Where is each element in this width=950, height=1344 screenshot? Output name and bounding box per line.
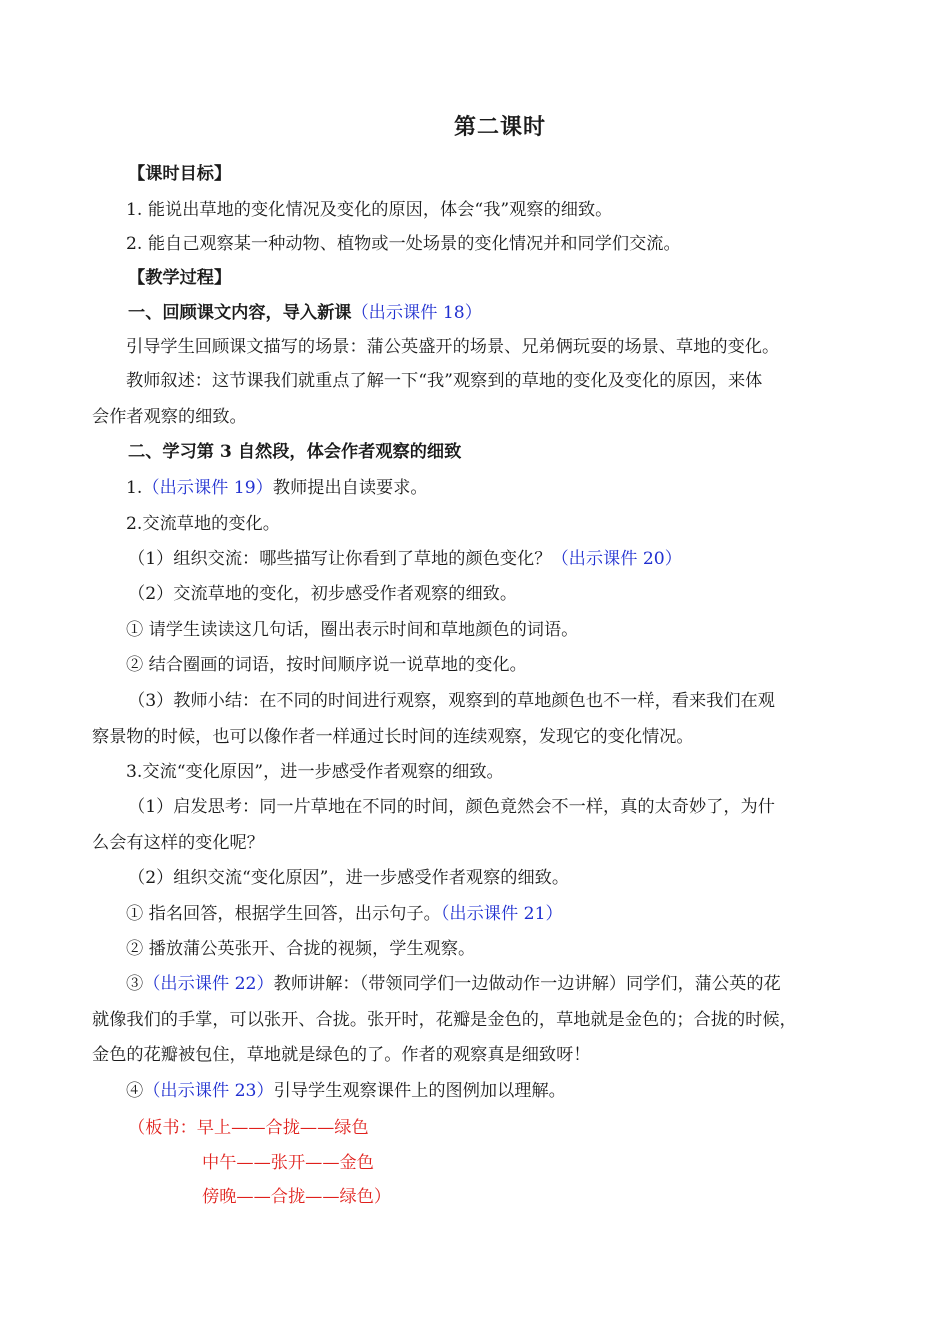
- circled-item: ② 结合圈画的词语，按时间顺序说一说草地的变化。: [126, 655, 527, 675]
- courseware-reference: （出示课件 18）: [351, 303, 482, 323]
- circled-item: [126, 967, 906, 1001]
- paragraph-continued: 察景物的时候，也可以像作者一样通过长时间的连续观察，发现它的变化情况。: [92, 727, 694, 747]
- courseware-reference: （出示课件 21）: [440, 904, 563, 924]
- section-heading-goals: 【课时目标】: [128, 164, 232, 184]
- circled-item: ① 请学生读读这几句话，圈出表示时间和草地颜色的词语。: [126, 620, 579, 640]
- courseware-reference: （出示课件 22）: [143, 974, 274, 994]
- courseware-reference: （出示课件 19）: [142, 478, 273, 498]
- page-title: 第二课时: [453, 114, 546, 140]
- sub-step-item: （1）启发思考：同一片草地在不同的时间，颜色竟然会不一样，真的太奇妙了，为什: [128, 797, 775, 817]
- circled-number: ④: [126, 1081, 144, 1101]
- board-writing-line: （板书：早上——合拢——绿色: [128, 1118, 369, 1138]
- circled-item-text: 教师讲解：（带领同学们一边做动作一边讲解）同学们，蒲公英的花: [273, 974, 781, 994]
- step-item: [126, 471, 906, 505]
- sub-step-item: （2）交流草地的变化，初步感受作者观察的细致。: [128, 584, 518, 604]
- board-writing-line: 中午——张开——金色: [202, 1153, 374, 1173]
- sub-step-item: （3）教师小结：在不同的时间进行观察，观察到的草地颜色也不一样，看来我们在观: [128, 691, 775, 711]
- paragraph: 教师叙述：这节课我们就重点了解一下“我”观察到的草地的变化及变化的原因，来体: [126, 371, 763, 391]
- circled-item-text: 引导学生观察课件上的图例加以理解。: [273, 1081, 566, 1101]
- circled-item: [126, 1074, 906, 1108]
- step-number: 1.: [126, 478, 143, 498]
- circled-item-text: ① 指名回答，根据学生回答，出示句子。: [126, 904, 441, 924]
- section-heading-process: 【教学过程】: [128, 268, 232, 288]
- circled-number: ③: [126, 974, 144, 994]
- part-heading: 二、学习第 3 自然段，体会作者观察的细致: [128, 442, 462, 462]
- step-item: 3.交流“变化原因”，进一步感受作者观察的细致。: [126, 762, 504, 782]
- step-item: 2.交流草地的变化。: [126, 514, 280, 534]
- paragraph-continued: 会作者观察的细致。: [92, 407, 247, 427]
- paragraph: 引导学生回顾课文描写的场景：蒲公英盛开的场景、兄弟俩玩耍的场景、草地的变化。: [126, 337, 780, 357]
- paragraph-continued: 就像我们的手掌，可以张开、合拢。张开时，花瓣是金色的，草地就是金色的；合拢的时候，: [92, 1010, 797, 1030]
- part-heading-text: 一、回顾课文内容，导入新课: [128, 303, 352, 323]
- goal-item: 1. 能说出草地的变化情况及变化的原因，体会“我”观察的细致。: [126, 200, 613, 220]
- courseware-reference: （出示课件 20）: [551, 549, 682, 569]
- sub-step-item: （2）组织交流“变化原因”，进一步感受作者观察的细致。: [128, 868, 570, 888]
- circled-item: [126, 897, 906, 931]
- circled-item: ② 播放蒲公英张开、合拢的视频，学生观察。: [126, 939, 476, 959]
- courseware-reference: （出示课件 23）: [143, 1081, 274, 1101]
- step-text: 教师提出自读要求。: [272, 478, 428, 498]
- sub-step-text: （1）组织交流：哪些描写让你看到了草地的颜色变化？: [128, 549, 552, 569]
- sub-step-item: [128, 542, 908, 576]
- goal-item: 2. 能自己观察某一种动物、植物或一处场景的变化情况并和同学们交流。: [126, 234, 681, 254]
- paragraph-continued: 么会有这样的变化呢？: [92, 833, 264, 853]
- paragraph-continued: 金色的花瓣被包住，草地就是绿色的了。作者的观察真是细致呀！: [92, 1045, 591, 1065]
- part-heading: [128, 296, 908, 330]
- board-writing-line: 傍晚——合拢——绿色）: [202, 1187, 392, 1207]
